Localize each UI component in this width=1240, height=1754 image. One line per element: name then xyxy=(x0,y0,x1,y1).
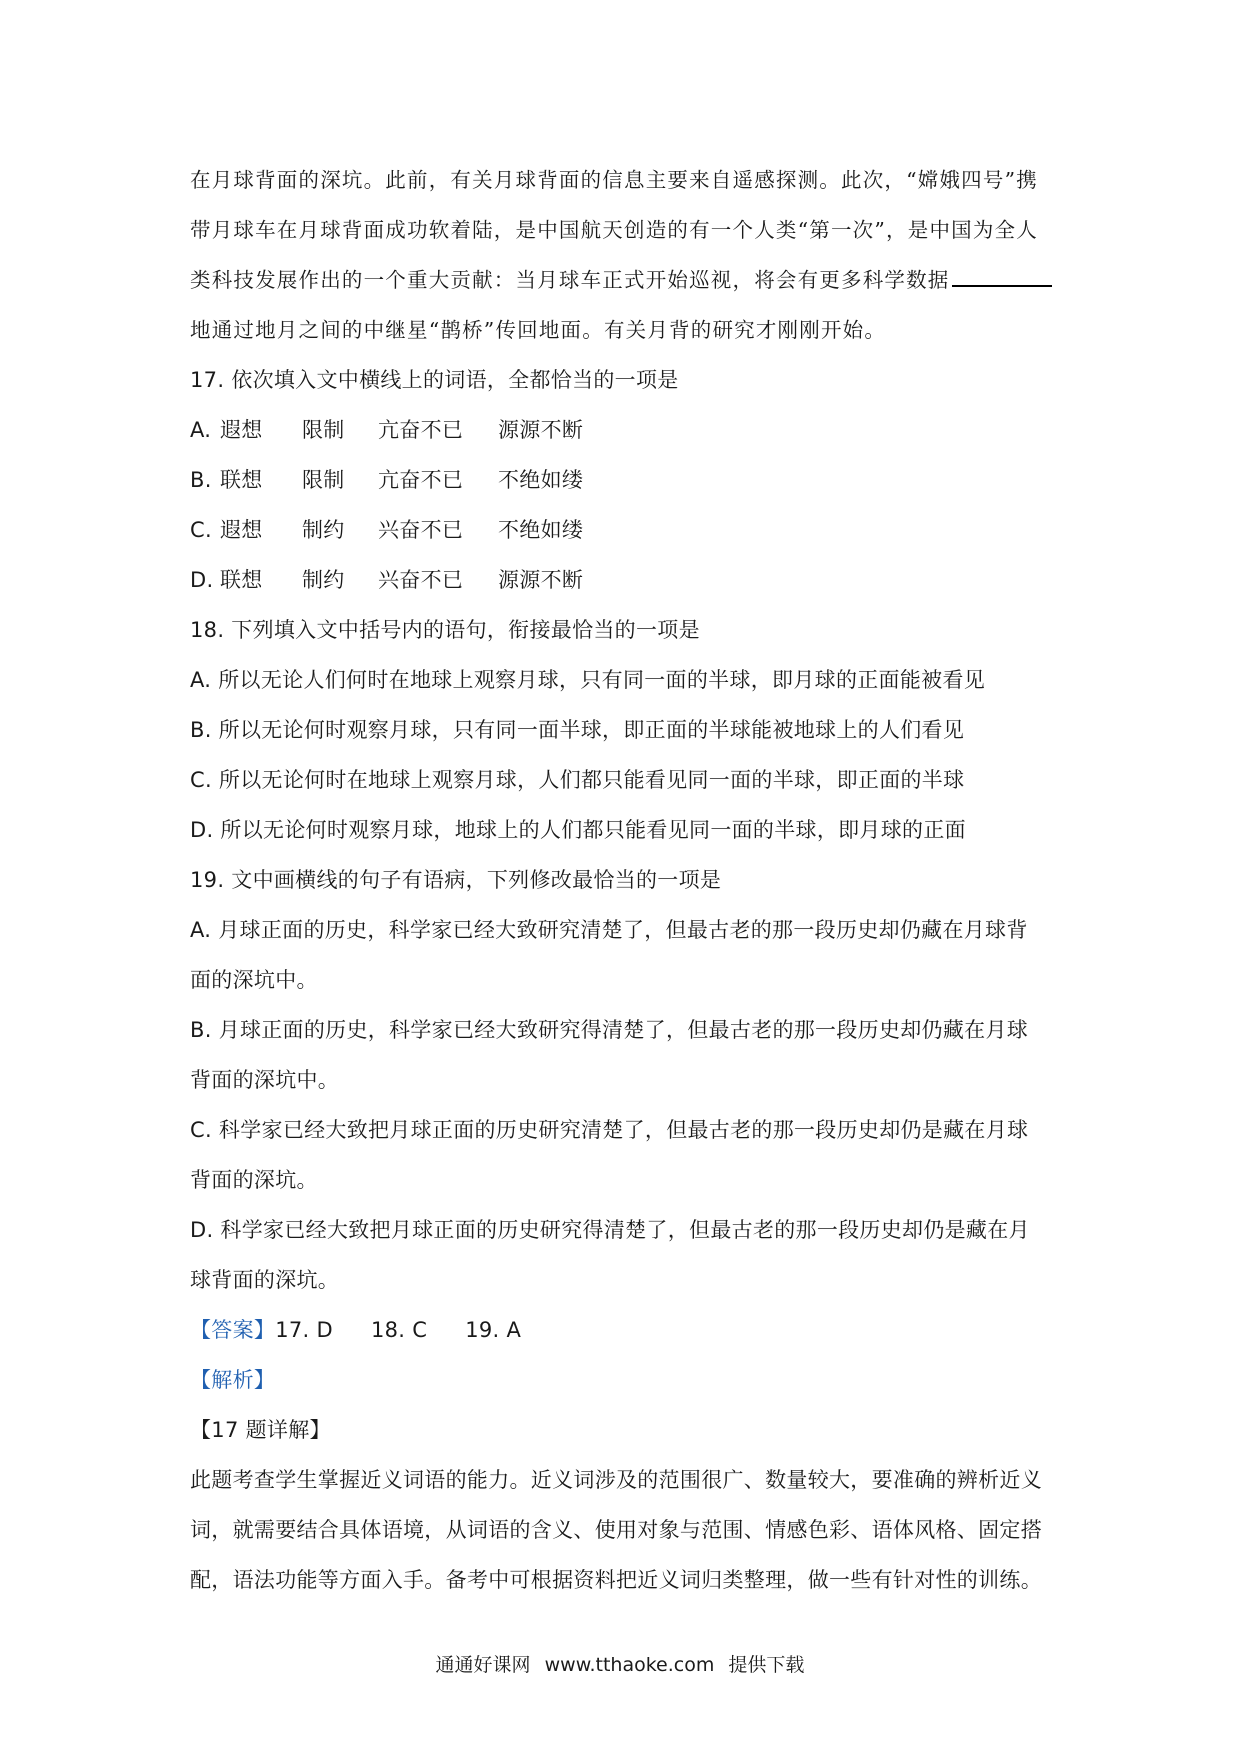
option-word: 联想 xyxy=(220,468,263,492)
fill-blank xyxy=(952,265,1052,287)
option-b: B. 所以无论何时观察月球，只有同一面半球，即正面的半球能被地球上的人们看见 xyxy=(190,718,965,742)
option-a-cont: 面的深坑中。 xyxy=(190,968,318,992)
option-c-cont: 背面的深坑。 xyxy=(190,1168,318,1192)
analysis-tag: 【解析】 xyxy=(190,1368,276,1392)
analysis-line: 配，语法功能等方面入手。备考中可根据资料把近义词归类整理，做一些有针对性的训练。 xyxy=(190,1568,1042,1592)
option-word: 不绝如缕 xyxy=(498,518,584,542)
answer-tag: 【答案】 xyxy=(190,1318,276,1342)
answer-item: 17. D xyxy=(275,1318,333,1342)
option-a xyxy=(190,405,1060,455)
passage-line: 地通过地月之间的中继星“鹊桥”传回地面。有关月背的研究才刚刚开始。 xyxy=(190,318,887,342)
option-a: A. 月球正面的历史，科学家已经大致研究清楚了，但最古老的那一段历史却仍藏在月球背 xyxy=(190,918,1028,942)
q17-detail-title: 【17 题详解】 xyxy=(190,1418,331,1442)
question-stem: 19. 文中画横线的句子有语病，下列修改最恰当的一项是 xyxy=(190,868,722,892)
option-word: 限制 xyxy=(302,418,345,442)
analysis-line: 此题考查学生掌握近义词语的能力。近义词涉及的范围很广、数量较大，要准确的辨析近义 xyxy=(190,1468,1042,1492)
option-word: 源源不断 xyxy=(498,418,584,442)
passage-line xyxy=(190,255,1060,305)
answer-item: 19. A xyxy=(465,1318,522,1342)
page-footer xyxy=(0,1650,1240,1677)
answer-item: 18. C xyxy=(370,1318,428,1342)
footer-site-name: 通通好课网 xyxy=(435,1654,531,1676)
option-label: B. xyxy=(190,468,212,492)
question-18 xyxy=(190,605,1060,855)
option-label: D. xyxy=(190,568,214,592)
passage-line-text: 类科技发展作出的一个重大贡献：当月球车正式开始巡视，将会有更多科学数据 xyxy=(190,268,950,292)
option-label: A. xyxy=(190,418,212,442)
option-word: 不绝如缕 xyxy=(498,468,584,492)
passage xyxy=(190,155,1060,355)
question-stem: 18. 下列填入文中括号内的语句，衔接最恰当的一项是 xyxy=(190,618,700,642)
option-word: 制约 xyxy=(302,568,345,592)
answer-line xyxy=(190,1305,1060,1355)
passage-line: 在月球背面的深坑。此前，有关月球背面的信息主要来自遥感探测。此次，“嫦娥四号”携 xyxy=(190,168,1038,192)
option-a: A. 所以无论人们何时在地球上观察月球，只有同一面的半球，即月球的正面能被看见 xyxy=(190,668,986,692)
passage-line: 带月球车在月球背面成功软着陆，是中国航天创造的有一个人类“第一次”，是中国为全人 xyxy=(190,218,1038,242)
option-label: C. xyxy=(190,518,212,542)
option-word: 遐想 xyxy=(220,518,263,542)
option-word: 亢奋不已 xyxy=(378,418,464,442)
analysis-line: 词，就需要结合具体语境，从词语的含义、使用对象与范围、情感色彩、语体风格、固定搭 xyxy=(190,1518,1042,1542)
option-d: D. 所以无论何时观察月球，地球上的人们都只能看见同一面的半球，即月球的正面 xyxy=(190,818,966,842)
option-d-cont: 球背面的深坑。 xyxy=(190,1268,340,1292)
option-word: 兴奋不已 xyxy=(378,518,464,542)
option-word: 亢奋不已 xyxy=(378,468,464,492)
question-stem: 17. 依次填入文中横线上的词语，全都恰当的一项是 xyxy=(190,368,679,392)
option-b-cont: 背面的深坑中。 xyxy=(190,1068,340,1092)
option-b xyxy=(190,455,1060,505)
footer-url[interactable]: www.tthaoke.com xyxy=(544,1654,715,1676)
option-d: D. 科学家已经大致把月球正面的历史研究得清楚了，但最古老的那一段历史却仍是藏在月 xyxy=(190,1218,1030,1242)
question-19 xyxy=(190,855,1060,1305)
option-word: 制约 xyxy=(302,518,345,542)
option-word: 限制 xyxy=(302,468,345,492)
option-word: 兴奋不已 xyxy=(378,568,464,592)
option-c xyxy=(190,505,1060,555)
question-17 xyxy=(190,355,1060,605)
option-word: 遐想 xyxy=(220,418,263,442)
document-body xyxy=(190,155,1060,1605)
footer-suffix: 提供下载 xyxy=(728,1654,805,1676)
option-word: 源源不断 xyxy=(498,568,584,592)
option-d xyxy=(190,555,1060,605)
option-b: B. 月球正面的历史，科学家已经大致研究得清楚了，但最古老的那一段历史却仍藏在月球 xyxy=(190,1018,1029,1042)
option-c: C. 科学家已经大致把月球正面的历史研究清楚了，但最古老的那一段历史却仍是藏在月球 xyxy=(190,1118,1029,1142)
option-word: 联想 xyxy=(220,568,263,592)
option-c: C. 所以无论何时在地球上观察月球，人们都只能看见同一面的半球，即正面的半球 xyxy=(190,768,965,792)
